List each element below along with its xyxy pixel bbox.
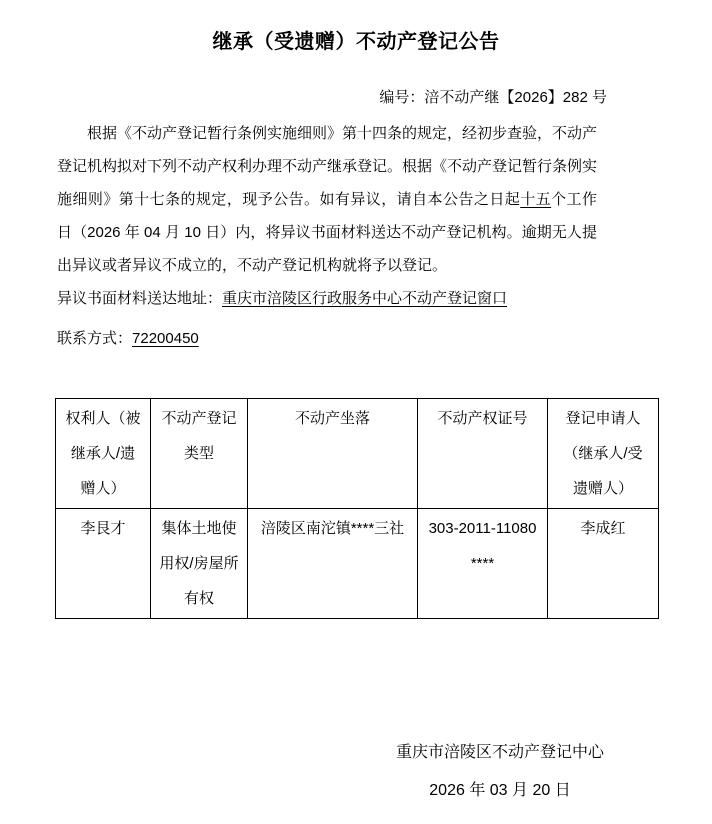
header-cell-registration-type: 不动产登记类型	[151, 399, 248, 509]
table-header-row	[56, 399, 659, 509]
cell-property-location: 涪陵区南沱镇****三社	[248, 509, 418, 619]
header-cell-certificate-number: 不动产权证号	[418, 399, 548, 509]
header-cell-applicant: 登记申请人（继承人/受遗赠人）	[548, 399, 659, 509]
cell-registration-type: 集体土地使用权/房屋所有权	[151, 509, 248, 619]
notice-body-paragraph: 根据《不动产登记暂行条例实施细则》第十四条的规定，经初步查验，不动产登记机构拟对下列不动产权利办理不动产继承登记。根据《不动产登记暂行条例实施细则》第十七条的规定，现予公告。如有异议，请自本公告之日起十五个工作日（2026 年 04 月 10 日）内，将异议书面材料送达不动产登记机构。逾期无人提出异议或者异议不成立的，不动产登记机构就将予以登记。	[57, 125, 598, 274]
document-number: 编号：涪不动产继【2026】282 号	[379, 89, 607, 106]
contact-label: 联系方式：	[57, 330, 133, 347]
notice-text-block	[0, 117, 712, 355]
signature-block	[290, 734, 710, 810]
header-cell-property-location: 不动产坐落	[248, 399, 418, 509]
contact-phone-value: 72200450	[132, 330, 199, 347]
objection-address-label: 异议书面材料送达地址：	[57, 290, 223, 307]
page-title: 继承（受遗赠）不动产登记公告	[212, 31, 500, 53]
cell-rights-holder: 李艮才	[56, 509, 151, 619]
objection-address-value: 重庆市涪陵区行政服务中心不动产登记窗口	[222, 290, 508, 307]
contact-line	[57, 322, 620, 355]
table-row	[56, 509, 659, 619]
objection-address-line	[57, 282, 620, 315]
footer-date: 2026 年 03 月 20 日	[429, 782, 571, 799]
cell-applicant: 李成红	[548, 509, 659, 619]
footer-issuer: 重庆市涪陵区不动产登记中心	[395, 744, 604, 761]
registration-table	[55, 398, 659, 619]
header-cell-rights-holder: 权利人（被继承人/遗赠人）	[56, 399, 151, 509]
cell-certificate-number: 303-2011-11080****	[418, 509, 548, 619]
